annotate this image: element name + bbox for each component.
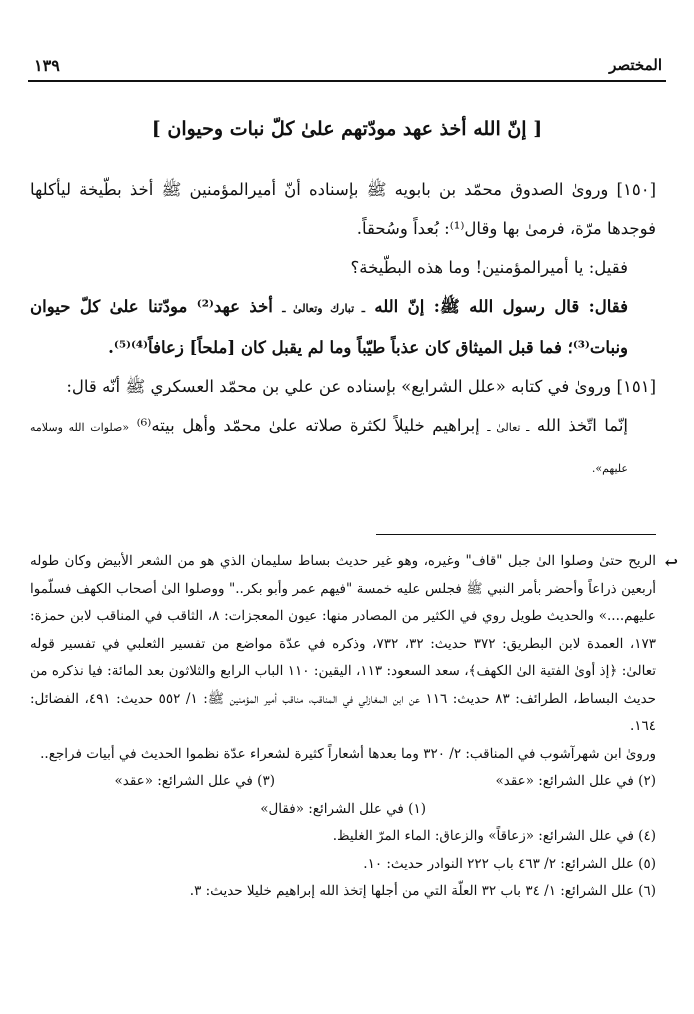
footnote-2: (٢) في علل الشرائع: «عقد» — [495, 773, 656, 789]
page-number: ١٣٩ — [34, 56, 60, 75]
footnote-5: (٥) علل الشرائع: ٢/ ٤٦٣ باب ٢٢٢ النوادر حديث: ١٠. — [363, 855, 656, 872]
footnote-3: (٣) في علل الشرائع: «عقد» — [114, 773, 275, 789]
header-book-title: المختصر — [609, 56, 662, 74]
answer-honorific: ـ تبارك وتعالىٰ ـ — [282, 302, 365, 315]
continuation-arrow-icon: ↩ — [664, 553, 678, 572]
main-text — [30, 170, 656, 488]
footnotes — [30, 548, 678, 906]
footnote-continuation — [30, 548, 678, 741]
quote-salutation: «صلوات الله وسلامه عليهم». — [30, 421, 628, 475]
footnote-1: (١) في علل الشرائع: «فقال» — [260, 800, 426, 817]
continuation-text-1: الريح حتىٰ وصلوا الىٰ جبل "قاف" وغيره، وهو غير حديث بساط سليمان الذي هو من الشعر الأبيض وكان طوله أربعين ذراعاً وأحضر بأمر النبي ﷺ فجلس عليه خمسة "فيهم عمر وأبو بكر.." ووصلوا الىٰ أصحاب الكهف فسلّموا عليهم....» والحديث طويل روي في الكثير من المصادر منها: عيون المعجزات: ٨، الثاقب في المناقب لابن حمزة: ١٧٣، العمدة لابن البطريق: ٣٧٢ حديث: ٣٢، ٧٣٢، وذكره في عدّة مواضع من تفسير الثعلبي في تفسير قوله تعالىٰ: ﴿إذ أوىٰ الفتية الىٰ الكهف﴾، سعد السعود: ١١٣، اليقين: ١١٠ الباب الرابع والثلاثون بعد المائة: فيا نذكره من حديث البساط، الطرائف: ٨٣ حديث: ١١٦ عن ابن المغازلي في المناقب، مناقب أمير المؤمنين ﷺ: ١/ ٥٥٢ حديث: ٤٩١، الفضائل: ١٦٤. — [30, 553, 657, 734]
answer-part-1: فقال: قال رسول الله ﷺ: إنّ الله — [374, 297, 628, 316]
question-paragraph: فقيل: يا أميرالمؤمنين! وما هذه البطّيخة؟ — [350, 258, 628, 277]
hadith-151-quote — [30, 406, 656, 488]
section-heading: [ إنّ الله أخذ عهد مودّتهم علىٰ كلّ نبات وحيوان ] — [151, 118, 543, 140]
hadith-151-paragraph: [١٥١] وروىٰ في كتابه «علل الشرايع» بإسناده عن علي بن محمّد العسكري ﷺ أنّه قال: — [66, 377, 656, 396]
answer-paragraph — [30, 287, 656, 367]
footnote-row — [30, 768, 656, 796]
quote-part-2: إبراهيم خليلاً لكثرة صلاته علىٰ محمّد وأهل بيته⁽⁶⁾ — [136, 416, 480, 435]
quote-honorific: ـ تعالىٰ ـ — [487, 421, 530, 434]
quote-part-1: إنّما اتّخذ الله — [536, 416, 628, 435]
answer-part-2: أخذ عهد⁽²⁾ مودّتنا علىٰ كلّ حيوان ونبات⁽³⁾؛ فما قبل الميثاق كان عذباً طيّباً وما لم يقبل كان [ملحاً] زعافاً⁽⁴⁾⁽⁵⁾. — [30, 297, 628, 357]
running-header — [28, 54, 666, 82]
footnote-4: (٤) في علل الشرائع: «زعاقاً» والزعاق: الماء المرّ الغليظ. — [332, 828, 656, 844]
footnote-6: (٦) علل الشرائع: ١/ ٣٤ باب ٣٢ العلّة التي من أجلها إتخذ الله إبراهيم خليلا حديث: ٣. — [189, 883, 656, 899]
continuation-text-2: وروىٰ ابن شهرآشوب في المناقب: ٢/ ٣٢٠ وما بعدها أشعاراً كثيرة لشعراء عدّة نظموا الحديث في أبيات فراجع.. — [40, 745, 656, 762]
hadith-150-paragraph: [١٥٠] وروىٰ الصدوق محمّد بن بابويه ﷺ بإسناده أنّ أميرالمؤمنين ﷺ أخذ بطّيخة ليأكلها فوجدها مرّة، فرمىٰ بها وقال⁽¹⁾: بُعداً وسُحقاً. — [30, 180, 656, 238]
footnote-separator — [376, 534, 656, 535]
